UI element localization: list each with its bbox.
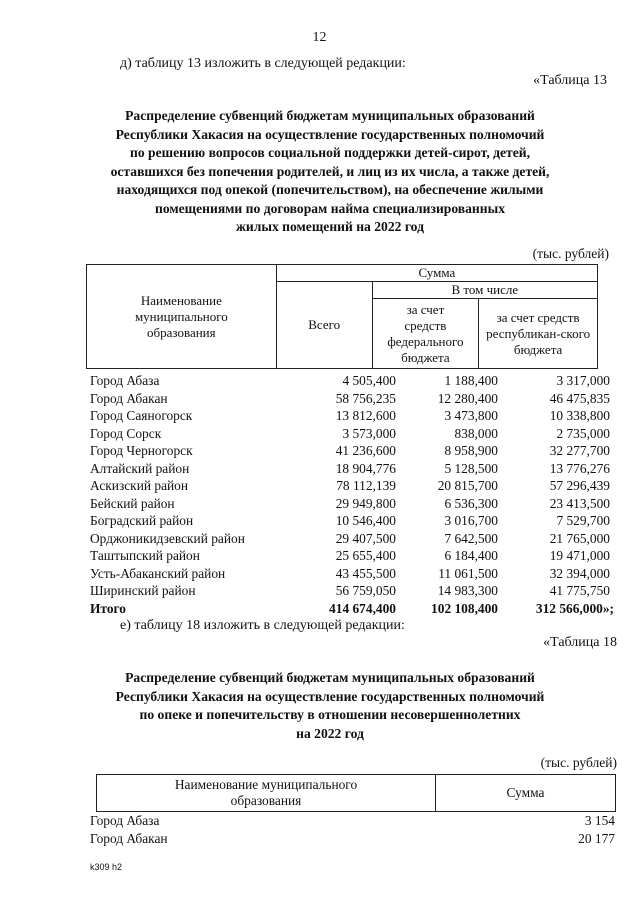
- header-name: Наименование муниципального образования: [87, 265, 277, 369]
- header-total: Всего: [276, 282, 372, 369]
- table-row: Город Абакан 20 177: [90, 830, 615, 846]
- header-sum: Сумма: [436, 775, 616, 812]
- header-name: Наименование муниципального образования: [97, 775, 436, 812]
- total-row: Итого 414 674,400 102 108,400 312 566,000»;: [90, 600, 614, 616]
- table18-label: «Таблица 18: [543, 635, 617, 650]
- table-row: Алтайский район 18 904,776 5 128,500 13 776,276: [90, 460, 610, 476]
- table-row: Усть-Абаканский район 43 455,500 11 061,500 32 394,000: [90, 565, 610, 581]
- table-row: Ширинский район 56 759,050 14 983,300 41 775,750: [90, 583, 610, 598]
- header-federal: за счет средств федерального бюджета: [372, 299, 479, 369]
- title-line: на 2022 год: [296, 725, 364, 741]
- title-line: Республики Хакасия на осуществление государственных полномочий: [115, 688, 545, 704]
- title-line: Распределение субвенций бюджетам муниципальных образований: [125, 108, 535, 123]
- units-label: (тыс. рублей): [532, 246, 609, 261]
- title-line: жилых помещений на 2022 год: [236, 219, 424, 234]
- table-row: Город Саяногорск 13 812,600 3 473,800 10 338,800: [90, 408, 610, 423]
- units-label-2: (тыс. рублей): [540, 755, 617, 770]
- table-row: Аскизский район 78 112,139 20 815,700 57 296,439: [90, 478, 610, 493]
- table13-title: [70, 107, 590, 237]
- title-line: помещениями по договорам найма специализированных: [154, 200, 506, 216]
- page-number: 12: [312, 30, 327, 45]
- title-line: находящихся под опекой (попечительством), на обеспечение жилыми: [116, 182, 544, 197]
- title-line: оставшихся без попечения родителей, и лиц из их числа, а также детей,: [110, 163, 550, 179]
- table-row: Город Черногорск 41 236,600 8 958,900 32 277,700: [90, 443, 610, 458]
- table18-header: [96, 774, 616, 812]
- title-line: по опеке и попечительству в отношении несовершеннолетних: [139, 707, 521, 722]
- table-row: Боградский район 10 546,400 3 016,700 7 529,700: [90, 513, 610, 528]
- title-line: Республики Хакасия на осуществление государственных полномочий: [115, 126, 545, 142]
- intro-d: д) таблицу 13 изложить в следующей редакции:: [120, 56, 406, 71]
- title-line: Распределение субвенций бюджетам муниципальных образований: [125, 670, 535, 685]
- table-row: Город Абаза 4 505,400 1 188,400 3 317,000: [90, 373, 610, 388]
- footer-code: k309 h2: [90, 862, 123, 872]
- header-including: В том числе: [372, 282, 597, 299]
- table18-title: [70, 669, 590, 743]
- intro-e: е) таблицу 18 изложить в следующей редакции:: [120, 618, 405, 633]
- table18-body: [90, 812, 615, 847]
- table-row: Город Абакан 58 756,235 12 280,400 46 475,835: [90, 390, 610, 406]
- table13-label: «Таблица 13: [533, 73, 607, 88]
- table-row: Город Абаза 3 154: [90, 813, 615, 828]
- table-row: Бейский район 29 949,800 6 536,300 23 413,500: [90, 495, 610, 511]
- table-row: Таштыпский район 25 655,400 6 184,400 19 471,000: [90, 548, 610, 563]
- table13-body: [90, 372, 614, 617]
- table-row: Город Сорск 3 573,000 838,000 2 735,000: [90, 425, 610, 441]
- header-sum: Сумма: [276, 265, 597, 282]
- table-row: Орджоникидзевский район 29 407,500 7 642,500 21 765,000: [90, 530, 610, 546]
- header-republican: за счет средств республикан-ского бюджета: [479, 299, 598, 369]
- table13-header: [86, 264, 598, 369]
- title-line: по решению вопросов социальной поддержки детей-сирот, детей,: [130, 145, 530, 160]
